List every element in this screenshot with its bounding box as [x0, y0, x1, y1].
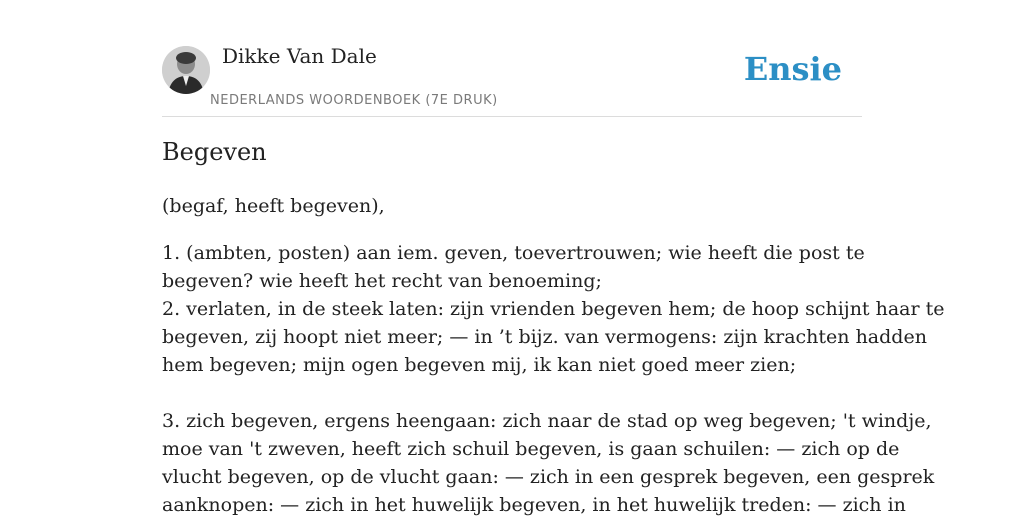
- definition-line: 3. zich begeven, ergens heengaan: zich naar de stad op weg begeven; 't windje,: [162, 410, 932, 432]
- entry-title: Begeven: [162, 138, 267, 166]
- author-avatar[interactable]: [162, 46, 210, 94]
- entry-definition: [162, 239, 945, 519]
- definition-line: begeven, zij hoopt niet meer; — in ’t bijz. van vermogens: zijn krachten hadden: [162, 326, 927, 348]
- definition-line: vlucht begeven, op de vlucht gaan: — zich in een gesprek begeven, een gesprek: [162, 466, 935, 488]
- brand-logo[interactable]: Ensie: [743, 50, 842, 88]
- author-name[interactable]: Dikke Van Dale: [222, 44, 377, 68]
- definition-line: aanknopen: — zich in het huwelijk begeven, in het huwelijk treden: — zich in: [162, 494, 906, 516]
- paragraph-gap: [162, 379, 862, 407]
- entry-grammatical-forms: (begaf, heeft begeven),: [162, 195, 385, 217]
- definition-line: 1. (ambten, posten) aan iem. geven, toevertrouwen; wie heeft die post te: [162, 242, 865, 264]
- entry-header: [162, 0, 862, 117]
- definition-line: 2. verlaten, in de steek laten: zijn vrienden begeven hem; de hoop schijnt haar te: [162, 298, 945, 320]
- definition-line: moe van 't zweven, heeft zich schuil begeven, is gaan schuilen: — zich op de: [162, 438, 900, 460]
- page-container: [162, 0, 945, 516]
- source-label[interactable]: NEDERLANDS WOORDENBOEK (7E DRUK): [210, 93, 498, 108]
- definition-line: begeven? wie heeft het recht van benoeming;: [162, 270, 602, 292]
- person-portrait-icon: [162, 46, 210, 94]
- definition-line: hem begeven; mijn ogen begeven mij, ik kan niet goed meer zien;: [162, 354, 797, 376]
